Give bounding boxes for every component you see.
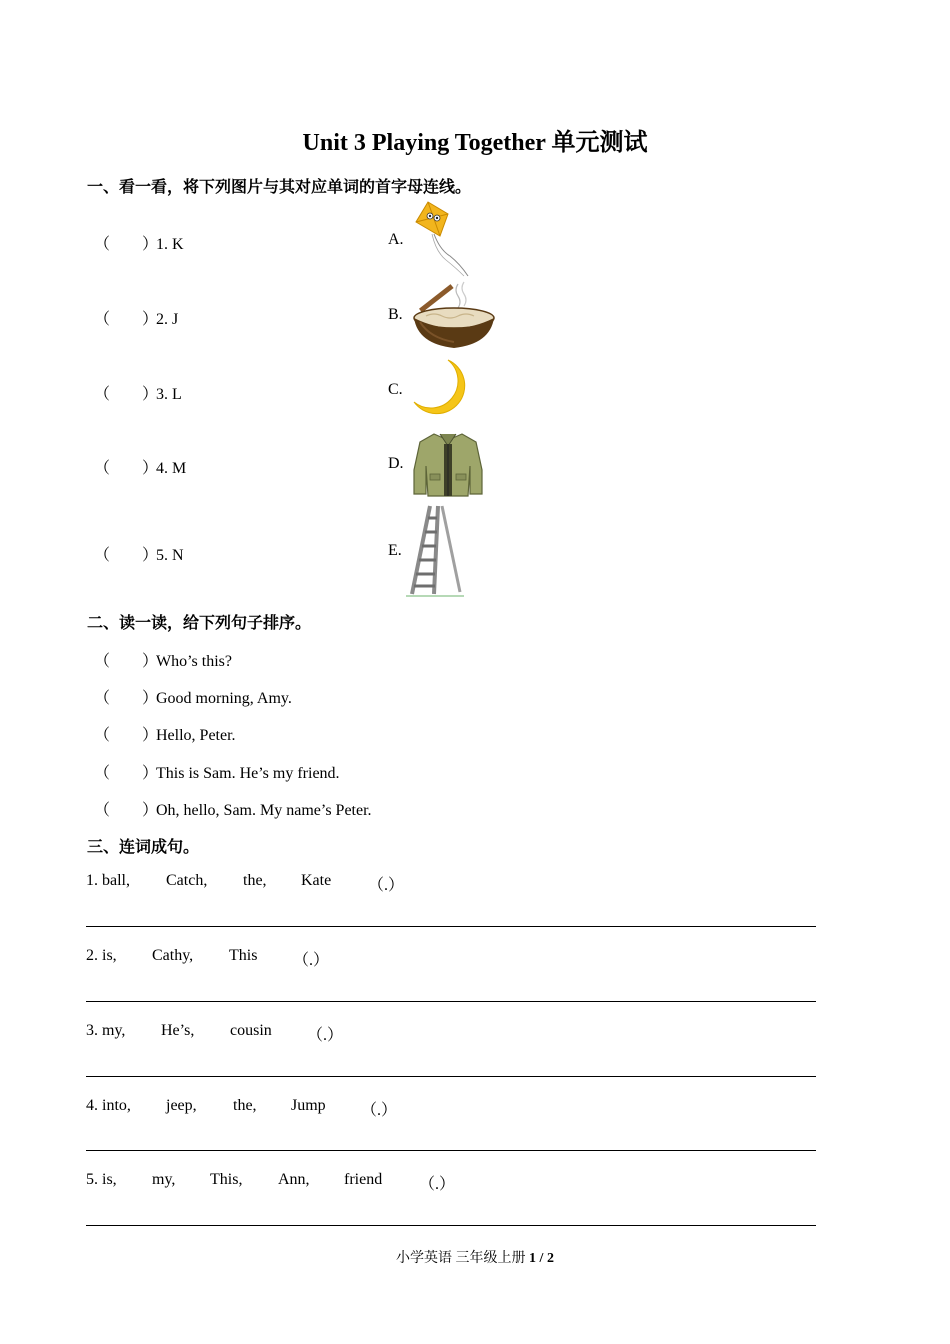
- match-letter: 2. J: [156, 311, 179, 328]
- scrambled-words-4: [86, 1097, 586, 1119]
- option-a-label: A.: [388, 231, 404, 248]
- option-d-label: D.: [388, 455, 404, 472]
- answer-bracket[interactable]: （ ）: [94, 653, 159, 670]
- word-token: 1. ball,: [86, 872, 130, 889]
- sentence-text: Hello, Peter.: [156, 727, 236, 744]
- answer-bracket[interactable]: （ ）: [94, 386, 159, 403]
- word-token: cousin: [230, 1022, 272, 1039]
- match-item-2: [94, 306, 178, 329]
- sentence-text: This is Sam. He’s my friend.: [156, 765, 340, 782]
- match-item-1: [94, 231, 184, 254]
- word-token: friend: [344, 1171, 383, 1188]
- sentence-text: Who’s this?: [156, 653, 232, 670]
- match-letter: 3. L: [156, 386, 182, 403]
- jacket-icon: [410, 430, 486, 498]
- word-token: my,: [152, 1171, 176, 1188]
- word-token: This: [229, 947, 258, 964]
- page-footer: [0, 1247, 950, 1267]
- word-token: 3. my,: [86, 1022, 126, 1039]
- sentence-item: [94, 648, 232, 671]
- answer-bracket[interactable]: （ ）: [94, 690, 159, 707]
- section-2-heading: 二、读一读，给下列句子排序。: [87, 615, 312, 632]
- word-token: This,: [210, 1171, 243, 1188]
- section-1-heading: 一、看一看，将下列图片与其对应单词的首字母连线。: [87, 179, 472, 196]
- sentence-text: Good morning, Amy.: [156, 690, 292, 707]
- match-letter: 4. M: [156, 460, 187, 477]
- page-separator: /: [536, 1251, 547, 1266]
- match-item-4: [94, 455, 186, 478]
- kite-icon: [410, 200, 472, 278]
- answer-bracket[interactable]: （ ）: [94, 547, 159, 564]
- answer-line[interactable]: [86, 926, 816, 927]
- page-title: Unit 3 Playing Together 单元测试: [302, 130, 648, 156]
- scrambled-words-5: [86, 1171, 586, 1193]
- match-letter: 5. N: [156, 547, 184, 564]
- word-token: jeep,: [166, 1097, 197, 1114]
- answer-bracket[interactable]: （ ）: [94, 236, 159, 253]
- scrambled-words-2: [86, 947, 586, 969]
- match-letter: 1. K: [156, 236, 184, 253]
- word-token: （.）: [419, 1176, 456, 1193]
- word-token: Catch,: [166, 872, 208, 889]
- match-item-3: [94, 381, 182, 404]
- answer-bracket[interactable]: （ ）: [94, 802, 159, 819]
- page-number: 1: [529, 1251, 537, 1266]
- sentence-item: [94, 685, 292, 708]
- option-b-label: B.: [388, 306, 403, 323]
- answer-line[interactable]: [86, 1225, 816, 1226]
- noodles-icon: [410, 278, 496, 350]
- scrambled-words-3: [86, 1022, 586, 1044]
- page-total: 2: [546, 1251, 554, 1266]
- sentence-item: [94, 760, 340, 783]
- word-token: the,: [233, 1097, 257, 1114]
- word-token: Ann,: [278, 1171, 310, 1188]
- moon-icon: [410, 358, 472, 418]
- footer-text: 小学英语 三年级上册: [396, 1251, 530, 1266]
- answer-line[interactable]: [86, 1150, 816, 1151]
- sentence-item: [94, 797, 372, 820]
- scrambled-words-1: [86, 872, 586, 894]
- word-token: （.）: [361, 1102, 398, 1119]
- ladder-icon: [406, 504, 466, 598]
- section-3-heading: 三、连词成句。: [87, 839, 200, 856]
- answer-bracket[interactable]: （ ）: [94, 765, 159, 782]
- word-token: 2. is,: [86, 947, 117, 964]
- word-token: （.）: [368, 877, 405, 894]
- option-e-label: E.: [388, 542, 402, 559]
- match-item-5: [94, 542, 184, 565]
- sentence-item: [94, 722, 236, 745]
- word-token: the,: [243, 872, 267, 889]
- word-token: Jump: [291, 1097, 326, 1114]
- answer-line[interactable]: [86, 1001, 816, 1002]
- answer-bracket[interactable]: （ ）: [94, 460, 159, 477]
- answer-line[interactable]: [86, 1076, 816, 1077]
- answer-bracket[interactable]: （ ）: [94, 727, 159, 744]
- word-token: He’s,: [161, 1022, 195, 1039]
- word-token: （.）: [293, 952, 330, 969]
- sentence-text: Oh, hello, Sam. My name’s Peter.: [156, 802, 372, 819]
- word-token: （.）: [307, 1027, 344, 1044]
- word-token: 5. is,: [86, 1171, 117, 1188]
- word-token: Kate: [301, 872, 332, 889]
- answer-bracket[interactable]: （ ）: [94, 311, 159, 328]
- word-token: Cathy,: [152, 947, 194, 964]
- word-token: 4. into,: [86, 1097, 131, 1114]
- option-c-label: C.: [388, 381, 403, 398]
